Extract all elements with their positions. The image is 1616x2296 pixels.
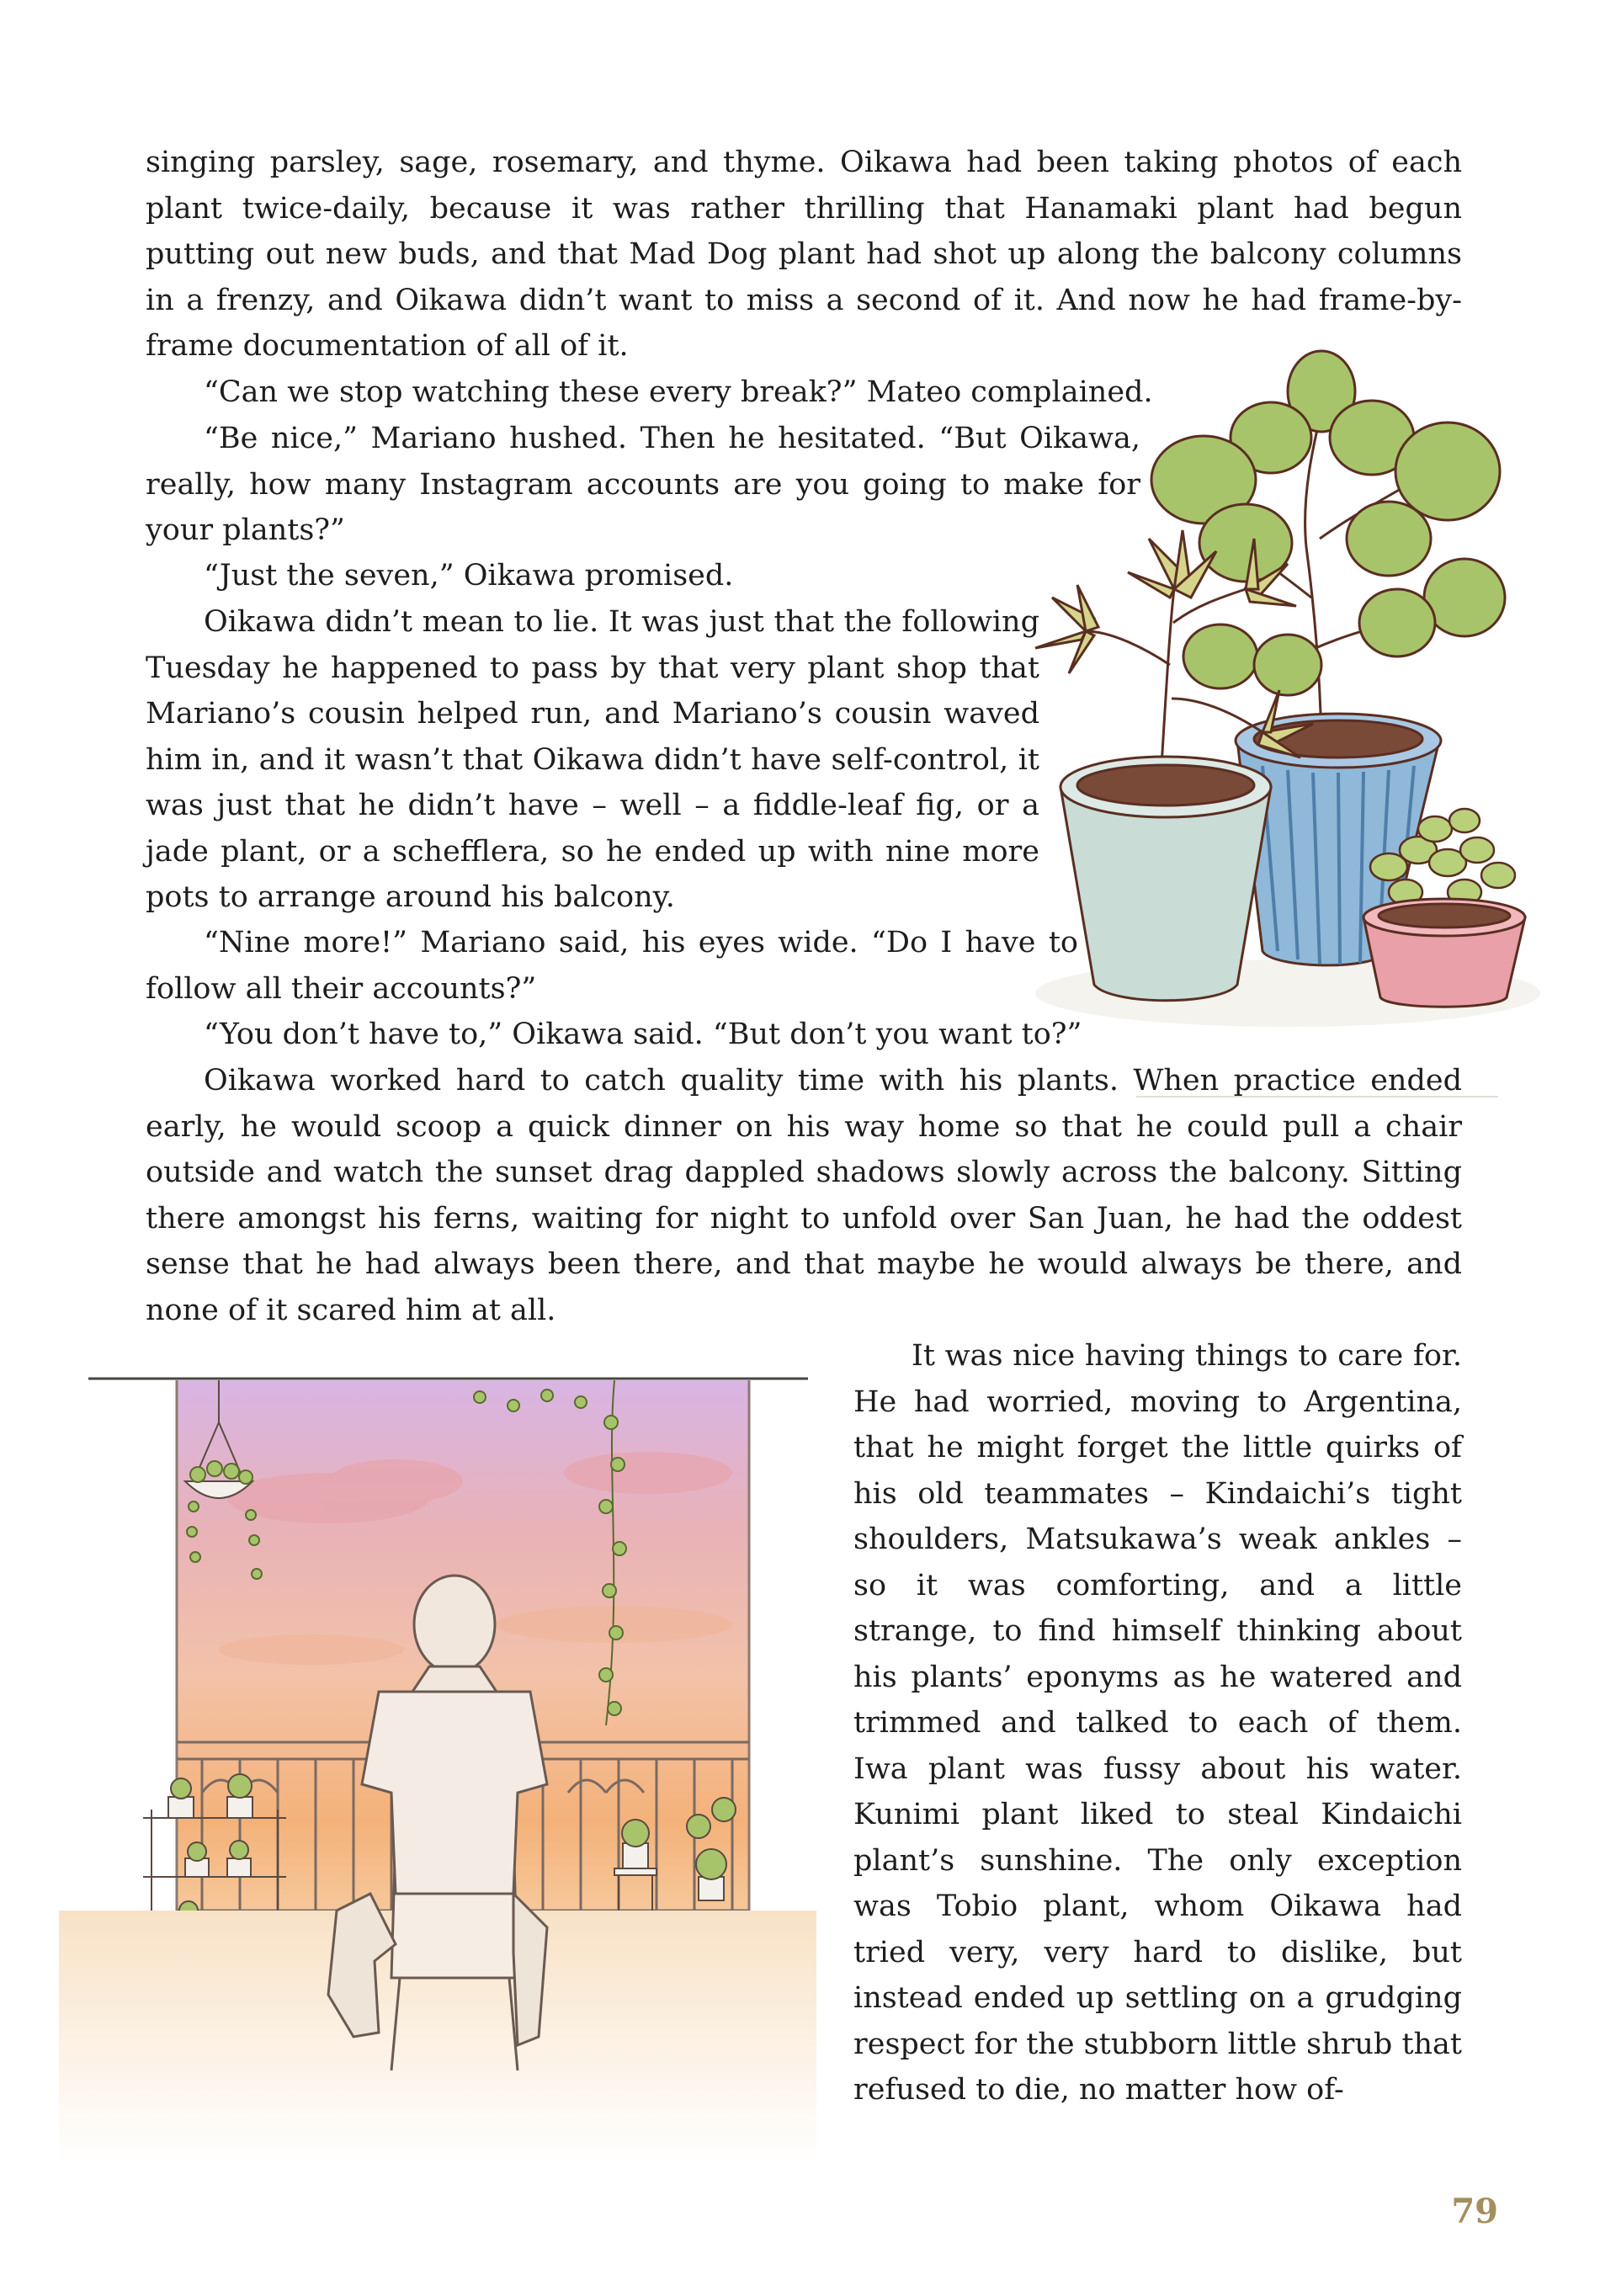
- fiddle-leaf-fig-plant: [1151, 351, 1505, 741]
- paragraph-photos: singing parsley, sage, rosemary, and thyme. Oikawa had been taking photos of each plant twice-daily, because it was rather thrilling that Hanamaki plant had begun putting out new buds, and that Mad Dog plant had shot up along the balcony columns in a frenzy, and Oikawa didn’t want to miss a second of it. And now he had frame-by-frame documentation of all of it.: [146, 146, 1462, 363]
- paragraph-care-for: It was nice having things to care for. He had worried, moving to Argentina, that he might forget the little quirks of his old teammates – Kindaichi’s tight shoulders, Matsukawa’s weak ankles – so it was comforting, and a little strange, to find himself thinking about his plants’ eponyms as he watered and trimmed and talked to each of them. Iwa plant was fussy about his water. Kunimi plant liked to steal Kindaichi plant’s sunshine. The only exception was Tobio plant, whom Oikawa had tried very, very hard to dislike, but instead ended up settling on a grudging respect for the stubborn little shrub that refused to die, no matter how of-: [853, 1339, 1462, 2107]
- paragraph-mariano-hushed: “Be nice,” Mariano hushed. Then he hesitated. “But Oikawa, really, how many Instagram accounts are you going to make for your plants?”: [146, 422, 1140, 547]
- potted-plants-illustration: [993, 345, 1549, 1035]
- paragraph-quality-time: Oikawa worked hard to catch quality time with his plants. When practice ended early, he would scoop a quick dinner on his way home so that he could pull a chair outside and watch the sunset drag dappled shadows slowly across the balcony. Sitting there amongst his ferns, waiting for night to unfold over San Juan, he had the oddest sense that he had always been there, and that maybe he would always be there, and none of it scared him at all.: [146, 1064, 1462, 1327]
- paragraph-nine-more: “Nine more!” Mariano said, his eyes wide. “Do I have to follow all their accounts?”: [146, 926, 1078, 1006]
- paragraph-just-the-seven: “Just the seven,” Oikawa promised.: [204, 559, 734, 593]
- paragraph-nine-pots: Oikawa didn’t mean to lie. It was just that the following Tuesday he happened to pass by that very plant shop that Mariano’s cousin helped run, and Mariano’s cousin waved him in, and it wasn’t that Oikawa didn’t have self-control, it was just that he didn’t have – well – a fiddle-leaf fig, or a jade plant, or a schefflera, so he ended up with nine more pots to arrange around his balcony.: [146, 605, 1039, 914]
- sage-pot: [1060, 757, 1271, 1001]
- page-number: 79: [1451, 2192, 1498, 2231]
- pink-pot: [1364, 899, 1525, 1007]
- paragraph-mateo-complained: “Can we stop watching these every break?” Mateo complained.: [204, 375, 1153, 409]
- paragraph-dont-you-want: “You don’t have to,” Oikawa said. “But don’t you want to?”: [204, 1018, 1082, 1051]
- balcony-sunset-illustration: [59, 1372, 816, 2163]
